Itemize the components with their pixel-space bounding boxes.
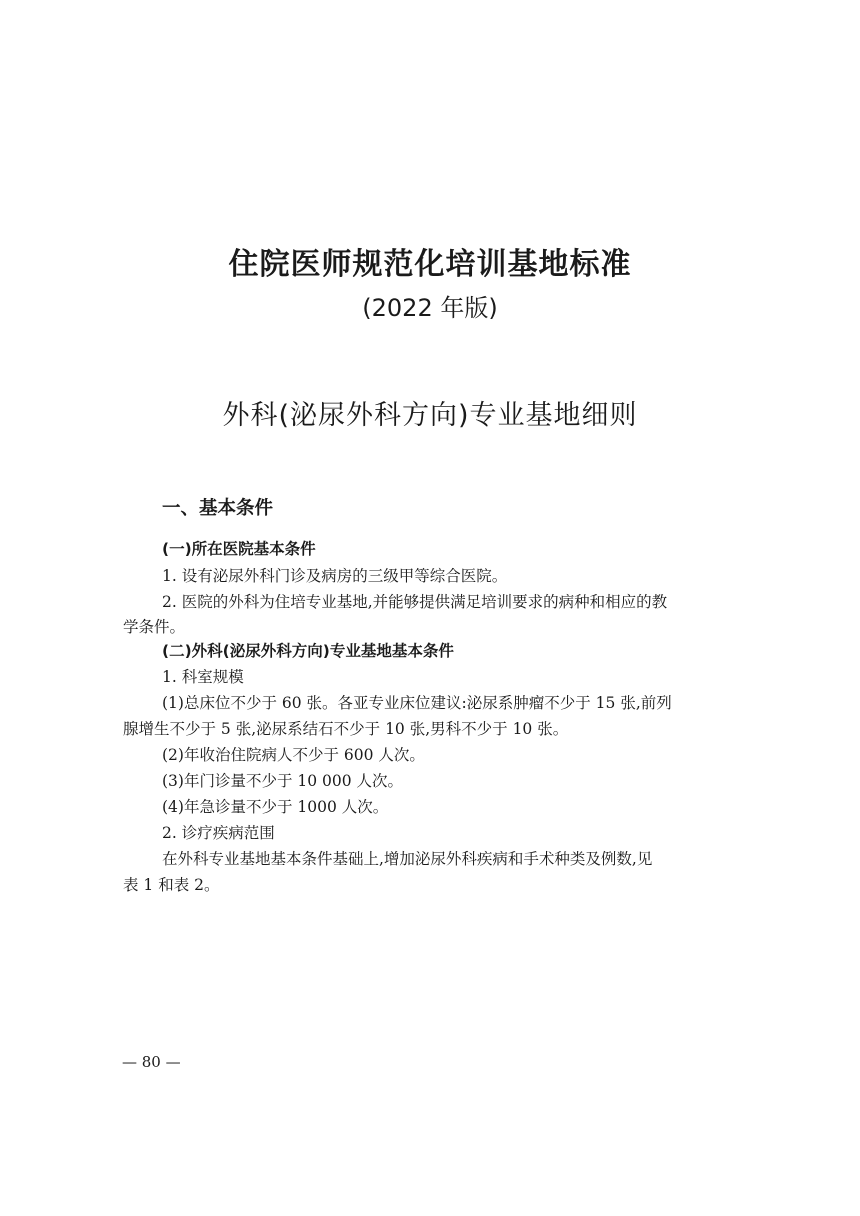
paragraph: 1. 设有泌尿外科门诊及病房的三级甲等综合医院。 xyxy=(162,567,508,585)
paragraph-continuation: 学条件。 xyxy=(123,618,186,636)
paragraph-continuation: 表 1 和表 2。 xyxy=(123,876,220,894)
paragraph: (1)总床位不少于 60 张。各亚专业床位建议:泌尿系肿瘤不少于 15 张,前列 xyxy=(162,694,672,712)
paragraph: (4)年急诊量不少于 1000 人次。 xyxy=(162,798,389,816)
subsection-heading: (一)所在医院基本条件 xyxy=(162,540,316,558)
item-heading: 1. 科室规模 xyxy=(162,668,244,686)
paragraph: 在外科专业基地基本条件基础上,增加泌尿外科疾病和手术种类及例数,见 xyxy=(162,850,653,868)
subsection-heading: (二)外科(泌尿外科方向)专业基地基本条件 xyxy=(162,642,454,660)
document-edition: (2022 年版) xyxy=(362,294,498,322)
paragraph: (3)年门诊量不少于 10 000 人次。 xyxy=(162,772,404,790)
section-heading: 一、基本条件 xyxy=(162,498,274,519)
document-subtitle: 外科(泌尿外科方向)专业基地细则 xyxy=(222,400,638,431)
paragraph: (2)年收治住院病人不少于 600 人次。 xyxy=(162,746,425,764)
paragraph-continuation: 腺增生不少于 5 张,泌尿系结石不少于 10 张,男科不少于 10 张。 xyxy=(123,720,569,738)
page-number: — 80 — xyxy=(122,1053,181,1071)
item-heading: 2. 诊疗疾病范围 xyxy=(162,824,275,842)
paragraph: 2. 医院的外科为住培专业基地,并能够提供满足培训要求的病种和相应的教 xyxy=(162,593,668,611)
document-title: 住院医师规范化培训基地标准 xyxy=(228,247,632,282)
